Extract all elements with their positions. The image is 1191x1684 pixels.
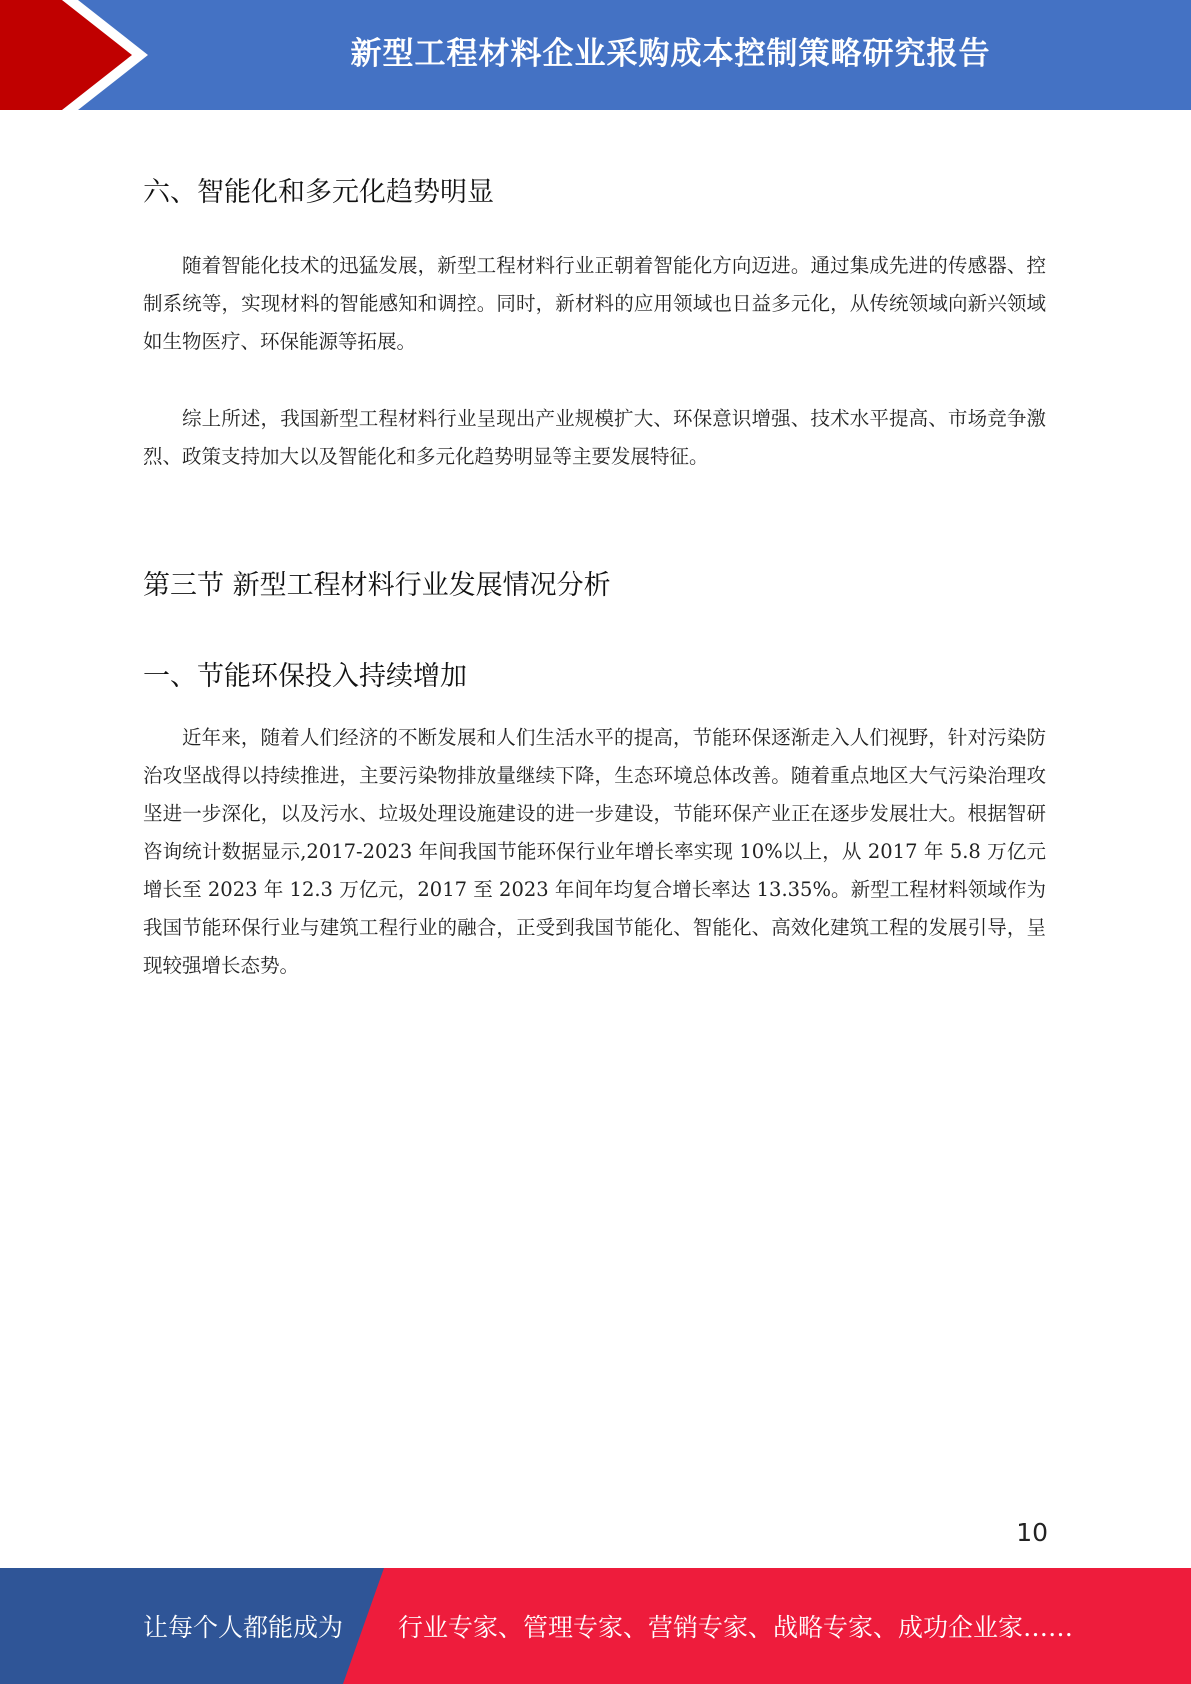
header-band xyxy=(0,0,1191,110)
paragraph-summary: 综上所述，我国新型工程材料行业呈现出产业规模扩大、环保意识增强、技术水平提高、市场竞争激烈、政策支持加大以及智能化和多元化趋势明显等主要发展特征。 xyxy=(143,407,1046,468)
section-heading-one: 一、节能环保投入持续增加 xyxy=(143,661,467,692)
report-title: 新型工程材料企业采购成本控制策略研究报告 xyxy=(350,35,991,72)
footer-slogan-left: 让每个人都能成为 xyxy=(143,1613,344,1642)
footer-band xyxy=(0,1568,1191,1684)
page-number: 10 xyxy=(1016,1518,1048,1547)
paragraph-intelligent-trend: 随着智能化技术的迅猛发展，新型工程材料行业正朝着智能化方向迈进。通过集成先进的传感器、控制系统等，实现材料的智能感知和调控。同时，新材料的应用领域也日益多元化，从传统领域向新兴领域如生物医疗、环保能源等拓展。 xyxy=(143,254,1046,353)
section-heading-six: 六、智能化和多元化趋势明显 xyxy=(143,177,494,208)
header-arrow-decoration xyxy=(0,0,160,110)
chapter-heading-section-three: 第三节 新型工程材料行业发展情况分析 xyxy=(143,570,611,601)
paragraph-energy-saving: 近年来，随着人们经济的不断发展和人们生活水平的提高，节能环保逐渐走入人们视野，针对污染防治攻坚战得以持续推进，主要污染物排放量继续下降，生态环境总体改善。随着重点地区大气污染治理攻坚进一步深化，以及污水、垃圾处理设施建设的进一步建设，节能环保产业正在逐步发展壮大。根据智研咨询统计数据显示,2017-2023 年间我国节能环保行业年增长率实现 10%以上，从 2017 年 5.8 万亿元增长至 2023 年 12.3 万亿元，2017 至 2023 年间年均复合增长率达 13.35%。新型工程材料领域作为我国节能环保行业与建筑工程行业的融合，正受到我国节能化、智能化、高效化建筑工程的发展引导，呈现较强增长态势。 xyxy=(143,726,1046,977)
footer-slogan-right: 行业专家、管理专家、营销专家、战略专家、成功企业家…… xyxy=(398,1613,1074,1642)
